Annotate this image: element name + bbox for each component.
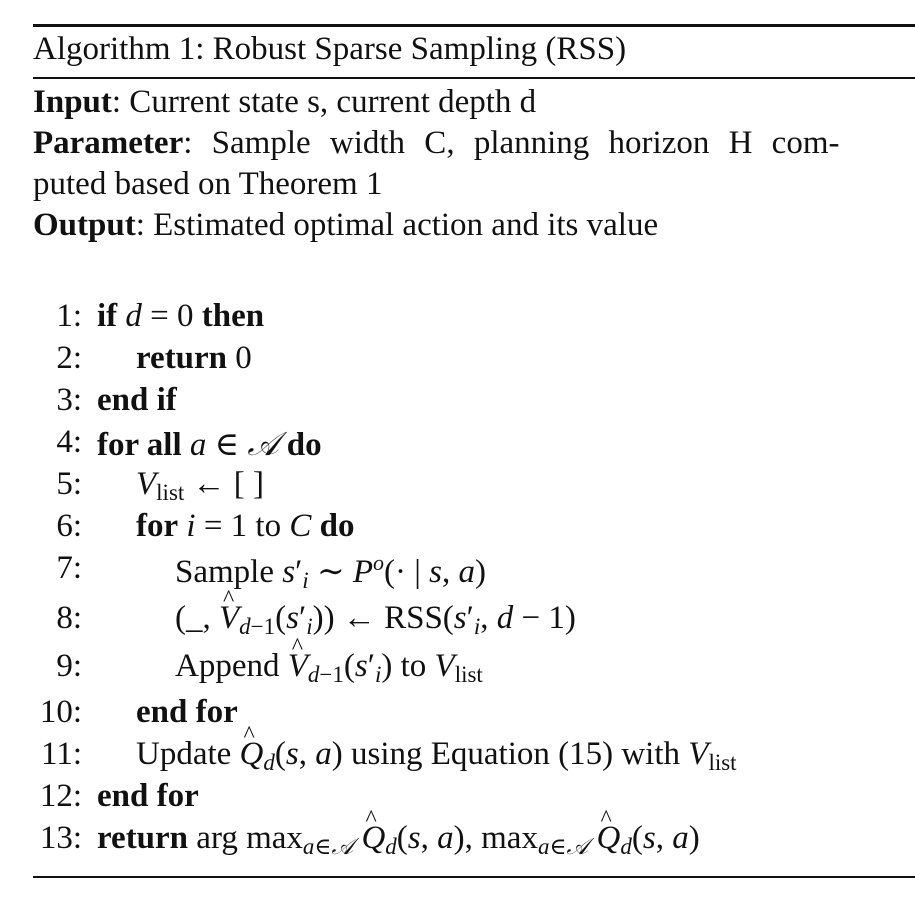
line-code: if d = 0 then xyxy=(97,298,265,334)
line-code: for all a ∈ 𝒜 do xyxy=(97,427,322,463)
line-code: end for xyxy=(97,778,199,814)
algorithm-title: Algorithm 1: Robust Sparse Sampling (RSS) xyxy=(33,31,627,67)
line-number: 11: xyxy=(41,736,82,772)
line-code: Sample $s'_i$ ∼ $P^o(\cdot$ | s, a) xyxy=(175,550,486,593)
input-label: Input xyxy=(33,84,112,120)
line-number: 7: xyxy=(56,550,82,586)
line-code: return 0 xyxy=(136,340,252,376)
parameter-text-1: : Sample width C, planning horizon H com- xyxy=(183,125,840,161)
line-number: 2: xyxy=(56,340,82,376)
line-code: $V_{list}$ ← [ ] xyxy=(136,466,265,505)
parameter-line-1 xyxy=(33,125,915,162)
line-number: 9: xyxy=(56,648,82,684)
line-number: 1: xyxy=(56,298,82,334)
line-number: 12: xyxy=(39,778,82,814)
bottom-rule xyxy=(33,876,915,878)
line-code: (_, ^ $V_{d-1}(s'_i)$) ← $RSS(s'_i$, d − 1) xyxy=(175,600,576,640)
line-number: 4: xyxy=(56,424,82,460)
line-number: 10: xyxy=(39,694,82,730)
line-code: Append ^ $V_{d-1}(s'_i)$ to $V_{list}$ xyxy=(175,648,483,688)
line-code: end if xyxy=(97,382,177,418)
parameter-label: Parameter xyxy=(33,125,184,161)
output-line xyxy=(33,207,658,244)
output-label: Output xyxy=(33,207,136,243)
top-rule xyxy=(33,24,915,27)
line-code: return arg $\max_{a\in 𝒜}$ ^ $Q_d(s$, a), $\max_{a\in 𝒜}$ ^ $Q_d(s$, a) xyxy=(97,820,700,860)
line-code: Update ^ $Q_d(s$, a) using Equation (15) with $V_{list}$ xyxy=(136,736,737,776)
line-number: 13: xyxy=(39,820,82,856)
line-number: 6: xyxy=(56,508,82,544)
input-text: : Current state s, current depth d xyxy=(111,84,537,120)
line-number: 8: xyxy=(56,600,82,636)
parameter-line-2: puted based on Theorem 1 xyxy=(33,166,383,202)
line-code: end for xyxy=(136,694,238,730)
output-text: : Estimated optimal action and its value xyxy=(135,207,659,243)
line-number: 5: xyxy=(56,466,82,502)
line-code: for i = 1 to C do xyxy=(136,508,355,544)
input-line xyxy=(33,84,536,121)
title-rule xyxy=(33,77,915,79)
line-number: 3: xyxy=(56,382,82,418)
